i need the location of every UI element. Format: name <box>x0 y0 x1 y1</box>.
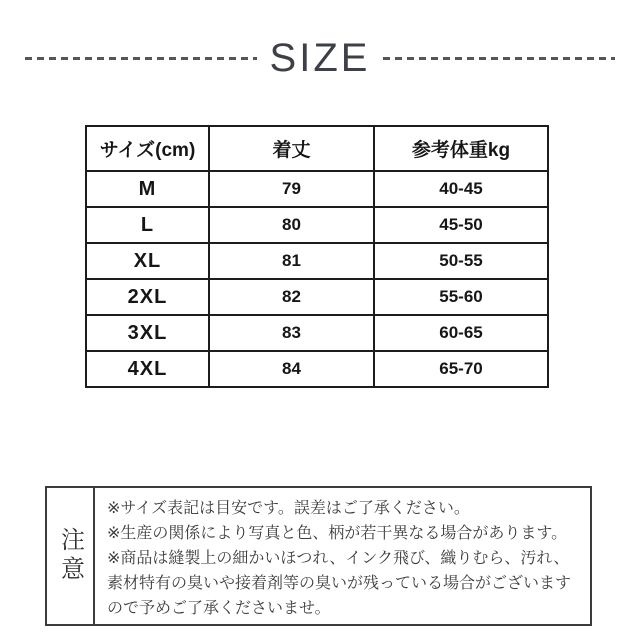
table-row <box>86 351 548 387</box>
cell-size: 2XL <box>86 279 209 315</box>
table-row <box>86 171 548 207</box>
notice-item: ※商品は縫製上の細かいほつれ、インク飛び、織りむら、汚れ、素材特有の臭いや接着剤等の臭いが残っている場合がございますので予めご了承くださいませ。 <box>107 550 572 617</box>
cell-size: 3XL <box>86 315 209 351</box>
cell-weight: 60-65 <box>374 315 548 351</box>
dashed-line-right <box>383 57 615 60</box>
cell-weight: 40-45 <box>374 171 548 207</box>
cell-length: 80 <box>209 207 374 243</box>
header-cell-size: サイズ(cm) <box>86 126 209 171</box>
notice-box <box>45 486 592 626</box>
cell-length: 79 <box>209 171 374 207</box>
notice-label: 注意 <box>47 488 95 624</box>
cell-weight: 50-55 <box>374 243 548 279</box>
cell-length: 81 <box>209 243 374 279</box>
cell-size: 4XL <box>86 351 209 387</box>
cell-size: M <box>86 171 209 207</box>
notice-text <box>95 488 590 624</box>
cell-length: 82 <box>209 279 374 315</box>
cell-size: XL <box>86 243 209 279</box>
table-row <box>86 243 548 279</box>
cell-weight: 45-50 <box>374 207 548 243</box>
cell-size: L <box>86 207 209 243</box>
title-row <box>0 36 640 80</box>
table-row <box>86 207 548 243</box>
cell-weight: 65-70 <box>374 351 548 387</box>
header-cell-length: 着丈 <box>209 126 374 171</box>
size-chart-page <box>0 36 640 640</box>
table-row <box>86 279 548 315</box>
dashed-line-left <box>25 57 257 60</box>
table-row <box>86 315 548 351</box>
size-table <box>85 125 549 388</box>
cell-length: 84 <box>209 351 374 387</box>
cell-weight: 55-60 <box>374 279 548 315</box>
notice-item: ※生産の関係により写真と色、柄が若干異なる場合があります。 <box>107 525 568 542</box>
cell-length: 83 <box>209 315 374 351</box>
page-title: SIZE <box>269 36 371 80</box>
notice-item: ※サイズ表記は目安です。誤差はご了承ください。 <box>107 500 470 517</box>
header-cell-weight: 参考体重kg <box>374 126 548 171</box>
table-header-row <box>86 126 548 171</box>
